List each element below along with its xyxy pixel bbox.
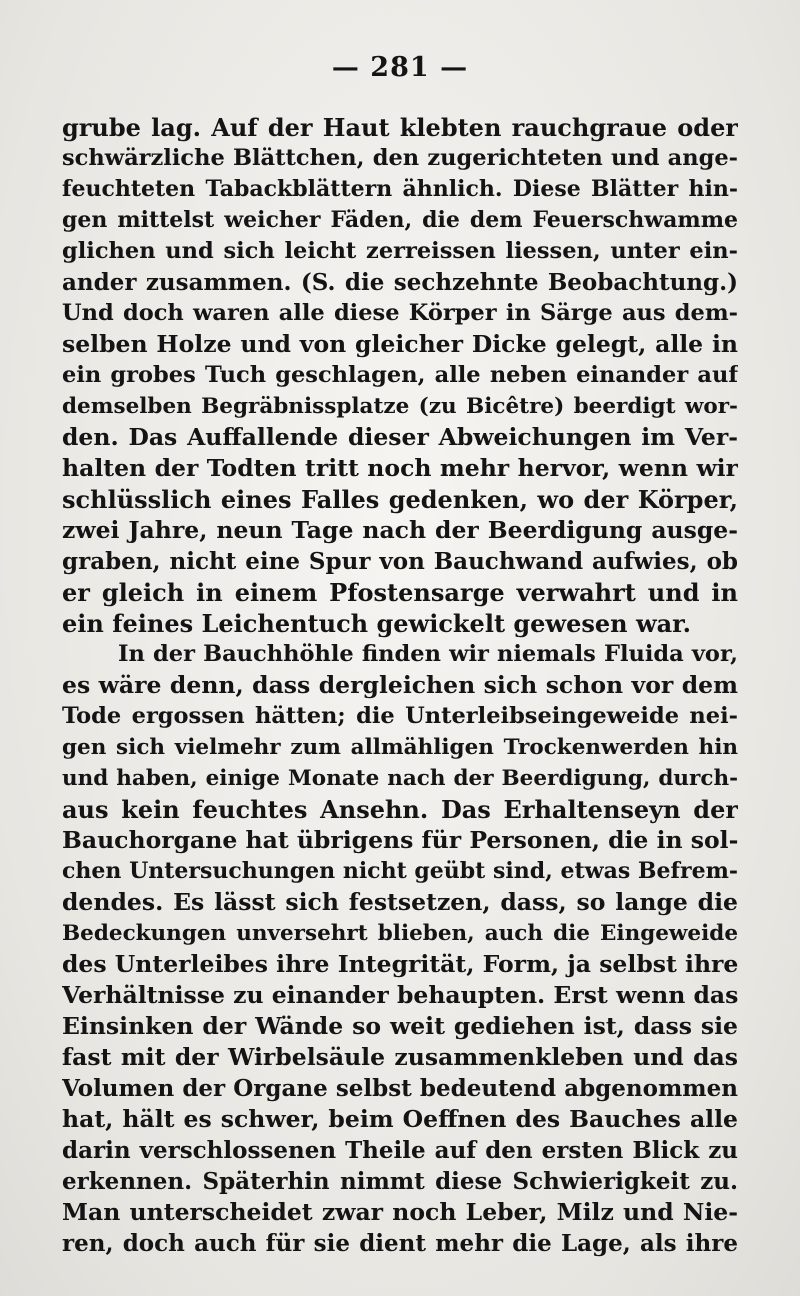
text-line: Bedeckungen unversehrt blieben, auch die Eingeweide — [62, 921, 738, 946]
body-text — [62, 112, 738, 1259]
text-line: des Unterleibes ihre Integrität, Form, ja selbst ihre — [62, 950, 738, 978]
text-line: hat, hält es schwer, beim Oeffnen des Bauches alle — [62, 1105, 738, 1133]
text-line: demselben Begräbnissplatze (zu Bicêtre) beerdigt wor- — [62, 394, 738, 419]
text-line: Man unterscheidet zwar noch Leber, Milz und Nie- — [62, 1198, 738, 1226]
text-line: Und doch waren alle diese Körper in Särge aus dem- — [62, 300, 738, 326]
text-line: gen sich vielmehr zum allmähligen Trockenwerden hin — [62, 735, 738, 760]
text-line: ren, doch auch für sie dient mehr die Lage, als ihre — [62, 1230, 738, 1257]
text-line: halten der Todten tritt noch mehr hervor, wenn wir — [62, 454, 738, 482]
page-number: — 281 — — [331, 52, 469, 83]
text-line: Verhältnisse zu einander behaupten. Erst wenn das — [62, 981, 738, 1009]
text-line: selben Holze und von gleicher Dicke gelegt, alle in — [62, 330, 738, 358]
text-line: chen Untersuchungen nicht geübt sind, etwas Befrem- — [62, 858, 738, 884]
text-line: graben, nicht eine Spur von Bauchwand aufwies, ob — [62, 548, 738, 575]
text-line: es wäre denn, dass dergleichen sich schon vor dem — [62, 671, 738, 699]
text-line: fast mit der Wirbelsäule zusammenkleben und das — [62, 1043, 738, 1071]
text-line: er gleich in einem Pfostensarge verwahrt und in — [62, 578, 738, 607]
text-line: feuchteten Tabackblättern ähnlich. Diese Blätter hin- — [62, 176, 738, 202]
text-line: aus kein feuchtes Ansehn. Das Erhaltenseyn der — [62, 795, 738, 824]
text-line: Volumen der Organe selbst bedeutend abgenommen — [62, 1075, 738, 1102]
text-line: grube lag. Auf der Haut klebten rauchgraue oder — [62, 113, 738, 142]
text-line: und haben, einige Monate nach der Beerdigung, durch- — [62, 766, 738, 791]
text-line: zwei Jahre, neun Tage nach der Beerdigung ausge- — [62, 516, 738, 544]
text-line: dendes. Es lässt sich festsetzen, dass, so lange die — [62, 888, 738, 916]
text-line: den. Das Auffallende dieser Abweichungen im Ver- — [62, 423, 738, 451]
text-line: Tode ergossen hätten; die Unterleibseingeweide nei- — [62, 703, 738, 729]
text-line: gen mittelst weicher Fäden, die dem Feuerschwamme — [62, 207, 738, 233]
text-line: glichen und sich leicht zerreissen liessen, unter ein- — [62, 238, 738, 264]
text-line: Bauchorgane hat übrigens für Personen, die in sol- — [62, 826, 738, 854]
text-line: Einsinken der Wände so weit gediehen ist, dass sie — [62, 1012, 738, 1040]
paragraph-first-line: In der Bauchhöhle finden wir niemals Fluida vor, — [118, 641, 738, 667]
text-line: schlüsslich eines Falles gedenken, wo der Körper, — [62, 485, 738, 514]
text-line: erkennen. Späterhin nimmt diese Schwierigkeit zu. — [62, 1168, 738, 1195]
text-line: darin verschlossenen Theile auf den ersten Blick zu — [62, 1137, 738, 1164]
text-line: ander zusammen. (S. die sechzehnte Beobachtung.) — [62, 269, 738, 296]
text-line: schwärzliche Blättchen, den zugerichteten und ange- — [62, 145, 738, 171]
text-line: ein feines Leichentuch gewickelt gewesen war. — [62, 609, 691, 638]
text-line: ein grobes Tuch geschlagen, alle neben einander auf — [62, 362, 738, 388]
